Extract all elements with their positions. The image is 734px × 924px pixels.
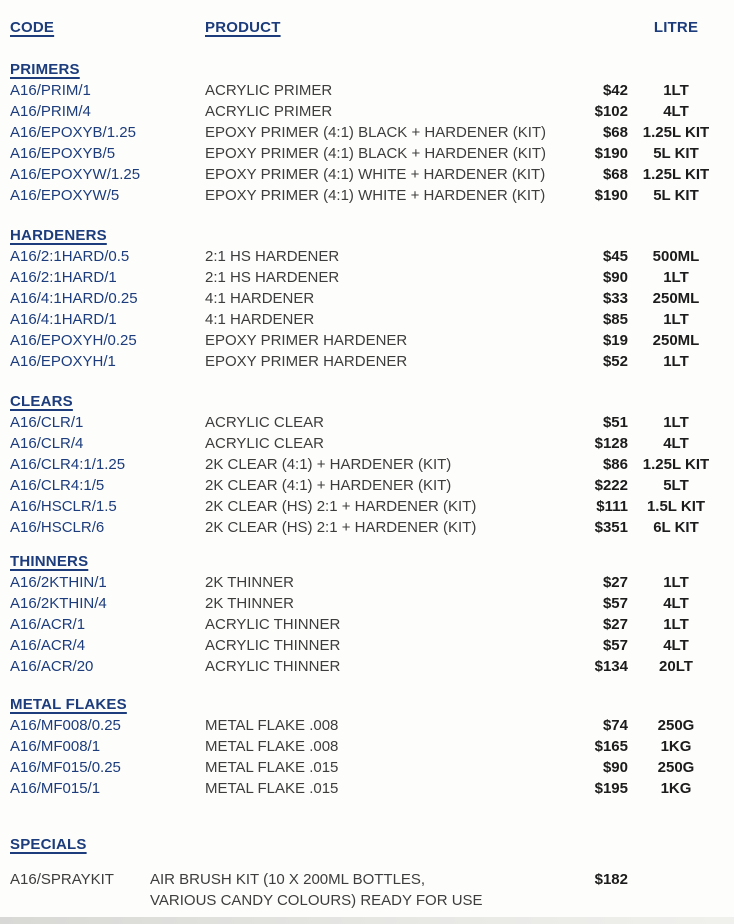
price: $57	[602, 595, 628, 612]
price: $74	[602, 717, 628, 734]
product-code: A16/MF008/0.25	[10, 717, 121, 734]
price-row	[0, 433, 734, 454]
product-name: 2K CLEAR (HS) 2:1 + HARDENER (KIT)	[205, 498, 477, 515]
price: $27	[602, 574, 628, 591]
product-code: A16/HSCLR/6	[10, 519, 105, 536]
price-row	[0, 517, 734, 538]
price: $86	[602, 456, 628, 473]
pack-size: 250ML	[652, 290, 700, 307]
section-title: METAL FLAKES	[10, 696, 127, 713]
price-row	[0, 736, 734, 757]
product-name: AIR BRUSH KIT (10 X 200ML BOTTLES, VARIOUS CANDY COLOURS) READY FOR USE	[150, 871, 483, 909]
product-name: ACRYLIC THINNER	[205, 616, 341, 633]
section-specials	[0, 835, 734, 911]
price-row	[0, 593, 734, 614]
scan-edge-artifact	[0, 917, 734, 924]
price-row	[0, 656, 734, 677]
price-row	[0, 635, 734, 656]
product-code: A16/CLR/4	[10, 435, 84, 452]
pack-size: 1.25L KIT	[642, 166, 710, 183]
product-name: 2:1 HS HARDENER	[205, 248, 340, 265]
price: $102	[594, 103, 628, 120]
price-row	[0, 246, 734, 267]
product-code: A16/MF015/1	[10, 780, 101, 797]
price-row	[0, 80, 734, 101]
product-name: ACRYLIC PRIMER	[205, 82, 333, 99]
pack-size: 1LT	[663, 353, 689, 370]
product-code: A16/EPOXYH/1	[10, 353, 116, 370]
pack-size: 1KG	[660, 738, 692, 755]
product-code: A16/CLR4:1/1.25	[10, 456, 126, 473]
product-name: 2:1 HS HARDENER	[205, 269, 340, 286]
product-name: ACRYLIC PRIMER	[205, 103, 333, 120]
product-code: A16/ACR/4	[10, 637, 86, 654]
price-row	[0, 412, 734, 433]
price-row	[0, 164, 734, 185]
pack-size: 1LT	[663, 574, 689, 591]
price: $134	[594, 658, 628, 675]
section-primers	[0, 60, 734, 206]
product-name: 2K CLEAR (4:1) + HARDENER (KIT)	[205, 456, 452, 473]
product-code: A16/PRIM/1	[10, 82, 91, 99]
product-name: EPOXY PRIMER (4:1) WHITE + HARDENER (KIT)	[205, 187, 546, 204]
product-code: A16/PRIM/4	[10, 103, 91, 120]
table-header	[0, 18, 734, 38]
price: $33	[602, 290, 628, 307]
section-title: HARDENERS	[10, 227, 107, 244]
price-row	[0, 143, 734, 164]
product-code: A16/ACR/20	[10, 658, 94, 675]
price-row	[0, 122, 734, 143]
product-code: A16/EPOXYB/5	[10, 145, 116, 162]
product-name: ACRYLIC THINNER	[205, 637, 341, 654]
pack-size: 4LT	[663, 103, 689, 120]
product-code: A16/2:1HARD/0.5	[10, 248, 130, 265]
product-name: METAL FLAKE .008	[205, 717, 339, 734]
price: $42	[602, 82, 628, 99]
section-hardeners	[0, 226, 734, 372]
pack-size: 1LT	[663, 269, 689, 286]
section-metal-flakes	[0, 695, 734, 799]
product-code: A16/2KTHIN/4	[10, 595, 107, 612]
pack-size: 1.25L KIT	[642, 456, 710, 473]
product-code: A16/MF015/0.25	[10, 759, 121, 776]
pack-size: 4LT	[663, 595, 689, 612]
column-header-code: CODE	[10, 19, 55, 36]
price-row	[0, 778, 734, 799]
price-row	[0, 309, 734, 330]
product-name: ACRYLIC THINNER	[205, 658, 341, 675]
product-name: 2K THINNER	[205, 595, 294, 612]
product-code: A16/2KTHIN/1	[10, 574, 107, 591]
sections-container	[0, 60, 734, 911]
price: $27	[602, 616, 628, 633]
section-title: SPECIALS	[10, 836, 87, 853]
pack-size: 1LT	[663, 414, 689, 431]
product-name: METAL FLAKE .015	[205, 780, 339, 797]
product-code: A16/MF008/1	[10, 738, 101, 755]
price: $57	[602, 637, 628, 654]
price: $68	[602, 166, 628, 183]
pack-size: 4LT	[663, 637, 689, 654]
price-row	[0, 185, 734, 206]
product-name: ACRYLIC CLEAR	[205, 435, 324, 452]
price-row	[0, 757, 734, 778]
price: $90	[602, 759, 628, 776]
pack-size: 5L KIT	[653, 145, 699, 162]
pack-size: 5LT	[663, 477, 689, 494]
pack-size: 1LT	[663, 616, 689, 633]
price-row	[0, 572, 734, 593]
section-clears	[0, 392, 734, 538]
section-thinners	[0, 552, 734, 677]
product-name: 4:1 HARDENER	[205, 311, 315, 328]
price-row	[0, 614, 734, 635]
pack-size: 20LT	[659, 658, 693, 675]
price-row	[0, 475, 734, 496]
price: $195	[594, 780, 628, 797]
product-name: 2K THINNER	[205, 574, 294, 591]
product-name: EPOXY PRIMER HARDENER	[205, 332, 408, 349]
price: $128	[594, 435, 628, 452]
price: $190	[594, 187, 628, 204]
pack-size: 1.5L KIT	[646, 498, 706, 515]
product-code: A16/SPRAYKIT	[10, 871, 114, 888]
section-title: CLEARS	[10, 393, 73, 410]
price: $68	[602, 124, 628, 141]
product-code: A16/EPOXYB/1.25	[10, 124, 136, 141]
price: $90	[602, 269, 628, 286]
product-name: METAL FLAKE .015	[205, 759, 339, 776]
price: $85	[602, 311, 628, 328]
product-name: EPOXY PRIMER (4:1) BLACK + HARDENER (KIT)	[205, 145, 547, 162]
pack-size: 250ML	[652, 332, 700, 349]
product-code: A16/4:1HARD/0.25	[10, 290, 138, 307]
price-row	[0, 351, 734, 372]
price-row	[0, 454, 734, 475]
price: $45	[602, 248, 628, 265]
product-code: A16/2:1HARD/1	[10, 269, 117, 286]
pack-size: 6L KIT	[653, 519, 699, 536]
product-name: 4:1 HARDENER	[205, 290, 315, 307]
product-code: A16/CLR/1	[10, 414, 84, 431]
price: $222	[594, 477, 628, 494]
product-code: A16/HSCLR/1.5	[10, 498, 117, 515]
product-name: EPOXY PRIMER HARDENER	[205, 353, 408, 370]
product-code: A16/CLR4:1/5	[10, 477, 105, 494]
product-code: A16/EPOXYW/1.25	[10, 166, 141, 183]
price: $190	[594, 145, 628, 162]
price-row	[0, 101, 734, 122]
price-row	[0, 267, 734, 288]
pack-size: 4LT	[663, 435, 689, 452]
product-name: METAL FLAKE .008	[205, 738, 339, 755]
pack-size: 250G	[657, 759, 695, 776]
price: $111	[596, 498, 628, 515]
price-row	[0, 288, 734, 309]
pack-size: 250G	[657, 717, 695, 734]
pack-size: 5L KIT	[653, 187, 699, 204]
product-name: 2K CLEAR (4:1) + HARDENER (KIT)	[205, 477, 452, 494]
price-row	[0, 330, 734, 351]
product-code: A16/4:1HARD/1	[10, 311, 117, 328]
price-row	[0, 715, 734, 736]
price-row	[0, 496, 734, 517]
product-code: A16/EPOXYH/0.25	[10, 332, 137, 349]
pack-size: 1LT	[663, 82, 689, 99]
column-header-litre: LITRE	[653, 19, 699, 36]
product-code: A16/EPOXYW/5	[10, 187, 120, 204]
product-code: A16/ACR/1	[10, 616, 86, 633]
pack-size: 1KG	[660, 780, 692, 797]
price: $19	[602, 332, 628, 349]
product-name: ACRYLIC CLEAR	[205, 414, 324, 431]
section-title: PRIMERS	[10, 61, 80, 78]
price: $182	[594, 871, 628, 888]
product-name: EPOXY PRIMER (4:1) WHITE + HARDENER (KIT)	[205, 166, 546, 183]
price: $351	[594, 519, 628, 536]
price: $165	[594, 738, 628, 755]
product-name: EPOXY PRIMER (4:1) BLACK + HARDENER (KIT)	[205, 124, 547, 141]
pack-size: 1LT	[663, 311, 689, 328]
column-header-product: PRODUCT	[205, 19, 281, 36]
product-name: 2K CLEAR (HS) 2:1 + HARDENER (KIT)	[205, 519, 477, 536]
section-title: THINNERS	[10, 553, 89, 570]
price: $51	[602, 414, 628, 431]
pack-size: 500ML	[652, 248, 700, 265]
pack-size: 1.25L KIT	[642, 124, 710, 141]
price-row	[0, 869, 734, 911]
price: $52	[602, 353, 628, 370]
